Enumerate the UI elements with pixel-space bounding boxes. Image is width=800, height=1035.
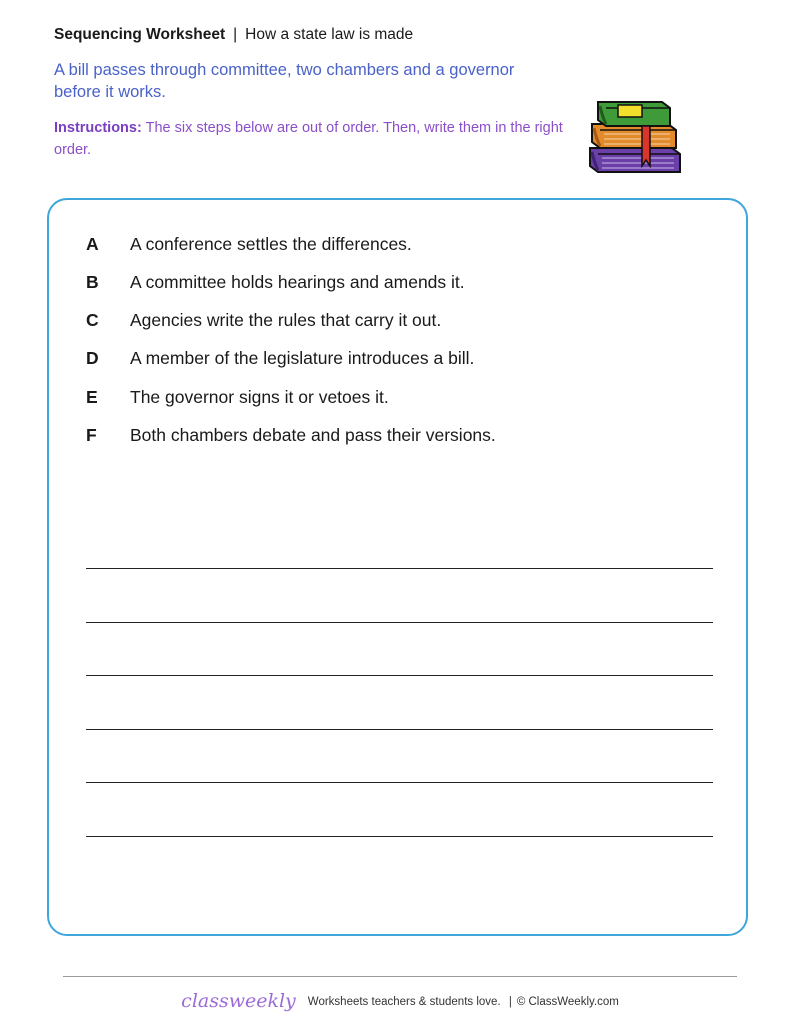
footer bbox=[0, 990, 800, 1012]
answer-line[interactable] bbox=[86, 675, 713, 676]
instructions bbox=[54, 117, 574, 161]
footer-divider bbox=[63, 976, 737, 977]
footer-copyright: © ClassWeekly.com bbox=[516, 996, 619, 1008]
step-letter: F bbox=[86, 425, 97, 445]
step-letter: E bbox=[86, 387, 98, 407]
step-text: A conference settles the differences. bbox=[130, 234, 412, 254]
instructions-label: Instructions: bbox=[54, 120, 142, 136]
answer-line[interactable] bbox=[86, 622, 713, 623]
answer-line[interactable] bbox=[86, 729, 713, 730]
header-separator: | bbox=[233, 26, 238, 43]
worksheet-title: Sequencing Worksheet bbox=[54, 26, 226, 43]
step-letter: D bbox=[86, 348, 99, 368]
step-letter: A bbox=[86, 234, 99, 254]
step-letter: B bbox=[86, 272, 99, 292]
step-text: Both chambers debate and pass their versions. bbox=[130, 425, 496, 445]
answer-line[interactable] bbox=[86, 568, 713, 569]
step-text: Agencies write the rules that carry it out. bbox=[130, 310, 442, 330]
worksheet-subtitle: A bill passes through committee, two chambers and a governor before it works. bbox=[54, 61, 515, 101]
answer-line[interactable] bbox=[86, 836, 713, 837]
stack-of-books-icon bbox=[584, 96, 684, 182]
instructions-text: The six steps below are out of order. Then, write them in the right order. bbox=[54, 120, 563, 158]
step-text: The governor signs it or vetoes it. bbox=[130, 387, 389, 407]
step-item bbox=[86, 425, 496, 446]
steps-box bbox=[47, 198, 748, 936]
footer-separator: | bbox=[508, 996, 512, 1008]
step-letter: C bbox=[86, 310, 99, 330]
brand-logo: classweekly bbox=[181, 990, 296, 1012]
answer-line[interactable] bbox=[86, 782, 713, 783]
step-text: A member of the legislature introduces a bill. bbox=[130, 348, 475, 368]
step-text: A committee holds hearings and amends it. bbox=[130, 272, 465, 292]
worksheet-topic: How a state law is made bbox=[245, 26, 414, 43]
footer-tagline: Worksheets teachers & students love. bbox=[307, 996, 501, 1008]
step-item bbox=[86, 310, 441, 331]
worksheet-header bbox=[54, 26, 413, 44]
step-item bbox=[86, 348, 474, 369]
step-item bbox=[86, 234, 412, 255]
step-item bbox=[86, 272, 465, 293]
step-item bbox=[86, 387, 389, 408]
